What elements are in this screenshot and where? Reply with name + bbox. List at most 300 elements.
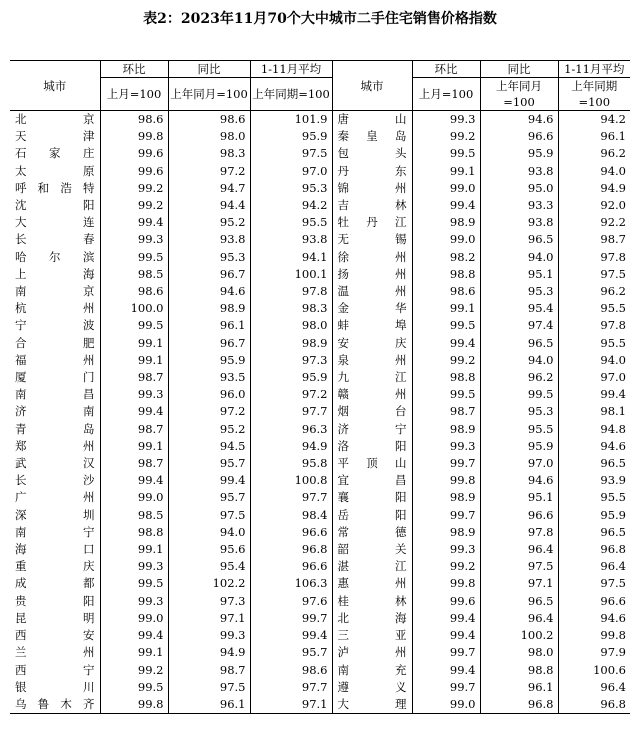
city-cell: 郑 州 bbox=[15, 438, 95, 453]
table-row bbox=[10, 352, 630, 369]
mom-cell: 98.6 bbox=[100, 283, 168, 300]
avg-cell: 96.4 bbox=[558, 558, 630, 575]
mom-cell: 98.6 bbox=[412, 283, 480, 300]
city-cell: 吉 林 bbox=[332, 197, 412, 214]
yoy-cell: 94.0 bbox=[480, 352, 558, 369]
avg-cell: 98.6 bbox=[250, 662, 332, 679]
mom-cell: 99.5 bbox=[100, 249, 168, 266]
avg-cell: 96.5 bbox=[558, 524, 630, 541]
city-cell: 金 华 bbox=[332, 300, 412, 317]
city-cell: 石家庄 bbox=[15, 146, 95, 161]
yoy-cell: 96.0 bbox=[168, 386, 250, 403]
avg-cell: 97.2 bbox=[250, 386, 332, 403]
mom-cell: 98.7 bbox=[100, 369, 168, 386]
yoy-cell: 97.2 bbox=[168, 403, 250, 420]
mom-cell: 99.4 bbox=[412, 610, 480, 627]
yoy-cell: 98.3 bbox=[168, 145, 250, 162]
city-cell: 南 京 bbox=[15, 284, 95, 299]
avg-cell: 97.5 bbox=[558, 575, 630, 592]
city-cell: 济 南 bbox=[15, 404, 95, 419]
mom-cell: 99.3 bbox=[100, 231, 168, 248]
city-cell: 太 原 bbox=[15, 163, 95, 178]
table-row bbox=[10, 249, 630, 266]
yoy-cell: 96.4 bbox=[480, 610, 558, 627]
avg-cell: 97.0 bbox=[250, 163, 332, 180]
mom-cell: 99.1 bbox=[412, 300, 480, 317]
yoy-cell: 95.7 bbox=[168, 489, 250, 506]
avg-cell: 95.9 bbox=[250, 128, 332, 145]
mom-cell: 99.5 bbox=[100, 679, 168, 696]
mom-cell: 99.6 bbox=[100, 145, 168, 162]
avg-cell: 96.2 bbox=[558, 283, 630, 300]
yoy-cell: 98.6 bbox=[168, 111, 250, 129]
yoy-cell: 95.1 bbox=[480, 489, 558, 506]
city-cell: 韶 关 bbox=[332, 541, 412, 558]
mom-cell: 99.4 bbox=[100, 627, 168, 644]
mom-cell: 98.7 bbox=[100, 455, 168, 472]
avg-cell: 97.7 bbox=[250, 489, 332, 506]
avg-cell: 97.0 bbox=[558, 369, 630, 386]
yoy-sub-header-right: 上年同月=100 bbox=[480, 78, 558, 111]
yoy-cell: 96.5 bbox=[480, 231, 558, 248]
mom-cell: 99.1 bbox=[100, 644, 168, 661]
yoy-cell: 97.1 bbox=[480, 575, 558, 592]
mom-cell: 98.9 bbox=[412, 421, 480, 438]
yoy-cell: 97.4 bbox=[480, 317, 558, 334]
yoy-cell: 98.0 bbox=[480, 644, 558, 661]
city-cell: 贵 阳 bbox=[15, 593, 95, 608]
yoy-cell: 94.0 bbox=[480, 249, 558, 266]
table-row bbox=[10, 335, 630, 352]
city-cell: 平顶山 bbox=[332, 455, 412, 472]
mom-cell: 98.8 bbox=[412, 266, 480, 283]
yoy-cell: 95.9 bbox=[480, 438, 558, 455]
yoy-cell: 95.1 bbox=[480, 266, 558, 283]
table-row bbox=[10, 111, 630, 129]
yoy-cell: 97.2 bbox=[168, 163, 250, 180]
city-cell: 常 德 bbox=[332, 524, 412, 541]
mom-cell: 99.4 bbox=[412, 197, 480, 214]
avg-cell: 99.7 bbox=[250, 610, 332, 627]
yoy-cell: 98.7 bbox=[168, 662, 250, 679]
avg-cell: 94.8 bbox=[558, 421, 630, 438]
city-cell: 扬 州 bbox=[332, 266, 412, 283]
mom-cell: 99.1 bbox=[100, 352, 168, 369]
mom-cell: 99.3 bbox=[412, 111, 480, 129]
avg-cell: 96.5 bbox=[558, 455, 630, 472]
table-row bbox=[10, 507, 630, 524]
city-cell: 福 州 bbox=[15, 352, 95, 367]
city-cell: 温 州 bbox=[332, 283, 412, 300]
yoy-cell: 97.3 bbox=[168, 593, 250, 610]
table-row bbox=[10, 696, 630, 714]
table-row bbox=[10, 575, 630, 592]
avg-cell: 96.8 bbox=[558, 541, 630, 558]
city-cell: 济 宁 bbox=[332, 421, 412, 438]
mom-cell: 99.5 bbox=[412, 145, 480, 162]
mom-cell: 99.0 bbox=[412, 696, 480, 714]
avg-cell: 100.8 bbox=[250, 472, 332, 489]
avg-cell: 96.6 bbox=[558, 593, 630, 610]
yoy-cell: 96.6 bbox=[480, 507, 558, 524]
table-row bbox=[10, 214, 630, 231]
mom-cell: 99.6 bbox=[412, 593, 480, 610]
yoy-cell: 95.6 bbox=[168, 541, 250, 558]
mom-cell: 99.2 bbox=[412, 128, 480, 145]
table-row bbox=[10, 283, 630, 300]
city-cell: 呼和浩特 bbox=[15, 180, 95, 195]
city-header-left: 城市 bbox=[10, 61, 100, 111]
city-cell: 长 春 bbox=[15, 232, 95, 247]
table-row bbox=[10, 593, 630, 610]
avg-cell: 97.7 bbox=[250, 679, 332, 696]
avg-sub-header-left: 上年同期=100 bbox=[250, 78, 332, 111]
city-cell: 湛 江 bbox=[332, 558, 412, 575]
mom-cell: 99.2 bbox=[412, 352, 480, 369]
city-cell: 丹 东 bbox=[332, 163, 412, 180]
avg-cell: 98.0 bbox=[250, 317, 332, 334]
yoy-cell: 93.3 bbox=[480, 197, 558, 214]
yoy-cell: 97.5 bbox=[168, 679, 250, 696]
city-cell: 无 锡 bbox=[332, 231, 412, 248]
city-cell: 银 川 bbox=[15, 679, 95, 694]
avg-cell: 95.5 bbox=[558, 489, 630, 506]
mom-cell: 99.1 bbox=[100, 541, 168, 558]
table-row bbox=[10, 128, 630, 145]
yoy-header-left: 同比 bbox=[168, 61, 250, 78]
city-cell: 桂 林 bbox=[332, 593, 412, 610]
mom-cell: 99.1 bbox=[100, 438, 168, 455]
yoy-cell: 98.0 bbox=[168, 128, 250, 145]
city-cell: 赣 州 bbox=[332, 386, 412, 403]
yoy-cell: 95.4 bbox=[168, 558, 250, 575]
table-row bbox=[10, 386, 630, 403]
city-cell: 兰 州 bbox=[15, 645, 95, 660]
city-cell: 广 州 bbox=[15, 490, 95, 505]
city-cell: 九 江 bbox=[332, 369, 412, 386]
avg-cell: 95.7 bbox=[250, 644, 332, 661]
city-cell: 北 海 bbox=[332, 610, 412, 627]
city-cell: 安 庆 bbox=[332, 335, 412, 352]
avg-cell: 98.7 bbox=[558, 231, 630, 248]
mom-cell: 99.2 bbox=[100, 197, 168, 214]
table-row bbox=[10, 610, 630, 627]
mom-cell: 99.8 bbox=[412, 575, 480, 592]
yoy-cell: 96.1 bbox=[168, 696, 250, 714]
city-cell: 锦 州 bbox=[332, 180, 412, 197]
city-cell: 北 京 bbox=[15, 112, 95, 126]
mom-cell: 99.0 bbox=[412, 180, 480, 197]
mom-cell: 99.8 bbox=[100, 696, 168, 714]
avg-cell: 98.3 bbox=[250, 300, 332, 317]
yoy-cell: 97.5 bbox=[168, 507, 250, 524]
city-cell: 包 头 bbox=[332, 145, 412, 162]
avg-cell: 94.9 bbox=[250, 438, 332, 455]
avg-cell: 94.2 bbox=[558, 111, 630, 129]
mom-cell: 98.7 bbox=[100, 421, 168, 438]
yoy-cell: 99.4 bbox=[168, 472, 250, 489]
yoy-cell: 96.5 bbox=[480, 335, 558, 352]
city-cell: 深 圳 bbox=[15, 507, 95, 522]
yoy-cell: 94.7 bbox=[168, 180, 250, 197]
mom-cell: 98.5 bbox=[100, 266, 168, 283]
yoy-cell: 95.4 bbox=[480, 300, 558, 317]
avg-cell: 95.5 bbox=[558, 335, 630, 352]
city-cell: 合 肥 bbox=[15, 335, 95, 350]
yoy-cell: 102.2 bbox=[168, 575, 250, 592]
yoy-cell: 100.2 bbox=[480, 627, 558, 644]
mom-header-right: 环比 bbox=[412, 61, 480, 78]
mom-cell: 98.6 bbox=[100, 111, 168, 129]
avg-cell: 95.9 bbox=[558, 507, 630, 524]
mom-cell: 99.6 bbox=[100, 163, 168, 180]
yoy-cell: 99.3 bbox=[168, 627, 250, 644]
mom-cell: 99.8 bbox=[100, 128, 168, 145]
mom-cell: 98.5 bbox=[100, 507, 168, 524]
avg-cell: 92.2 bbox=[558, 214, 630, 231]
avg-cell: 96.8 bbox=[558, 696, 630, 714]
city-cell: 秦皇岛 bbox=[332, 128, 412, 145]
mom-cell: 99.5 bbox=[100, 317, 168, 334]
mom-cell: 99.1 bbox=[412, 163, 480, 180]
avg-cell: 95.3 bbox=[250, 180, 332, 197]
price-index-table bbox=[10, 60, 630, 714]
table-body bbox=[10, 111, 630, 714]
avg-cell: 97.9 bbox=[558, 644, 630, 661]
mom-cell: 98.9 bbox=[412, 214, 480, 231]
mom-cell: 99.4 bbox=[412, 335, 480, 352]
avg-cell: 98.4 bbox=[250, 507, 332, 524]
city-cell: 大 理 bbox=[332, 696, 412, 714]
table-row bbox=[10, 524, 630, 541]
table-row bbox=[10, 455, 630, 472]
yoy-cell: 95.3 bbox=[168, 249, 250, 266]
avg-cell: 100.6 bbox=[558, 662, 630, 679]
avg-cell: 93.9 bbox=[558, 472, 630, 489]
avg-cell: 96.2 bbox=[558, 145, 630, 162]
avg-cell: 97.5 bbox=[558, 266, 630, 283]
yoy-cell: 97.1 bbox=[168, 610, 250, 627]
mom-cell: 99.2 bbox=[100, 662, 168, 679]
table-row bbox=[10, 472, 630, 489]
city-cell: 天 津 bbox=[15, 129, 95, 144]
yoy-cell: 95.2 bbox=[168, 421, 250, 438]
avg-cell: 97.8 bbox=[558, 249, 630, 266]
city-cell: 长 沙 bbox=[15, 473, 95, 488]
yoy-cell: 93.8 bbox=[480, 163, 558, 180]
city-cell: 青 岛 bbox=[15, 421, 95, 436]
header-row-2 bbox=[10, 78, 630, 111]
city-cell: 蚌 埠 bbox=[332, 317, 412, 334]
avg-cell: 92.0 bbox=[558, 197, 630, 214]
mom-cell: 99.3 bbox=[412, 541, 480, 558]
table-row bbox=[10, 541, 630, 558]
avg-cell: 99.8 bbox=[558, 627, 630, 644]
yoy-cell: 98.8 bbox=[480, 662, 558, 679]
city-cell: 厦 门 bbox=[15, 370, 95, 385]
avg-header-right: 1-11月平均 bbox=[558, 61, 630, 78]
city-cell: 惠 州 bbox=[332, 575, 412, 592]
table-row bbox=[10, 300, 630, 317]
yoy-cell: 93.8 bbox=[480, 214, 558, 231]
avg-cell: 97.5 bbox=[250, 145, 332, 162]
avg-cell: 94.9 bbox=[558, 180, 630, 197]
city-cell: 大 连 bbox=[15, 215, 95, 230]
yoy-cell: 96.8 bbox=[480, 696, 558, 714]
city-cell: 牡丹江 bbox=[332, 214, 412, 231]
mom-cell: 99.5 bbox=[412, 386, 480, 403]
yoy-cell: 97.0 bbox=[480, 455, 558, 472]
mom-cell: 99.0 bbox=[412, 231, 480, 248]
city-cell: 南 昌 bbox=[15, 387, 95, 402]
city-cell: 襄 阳 bbox=[332, 489, 412, 506]
yoy-cell: 96.7 bbox=[168, 335, 250, 352]
city-cell: 南 充 bbox=[332, 662, 412, 679]
yoy-cell: 97.8 bbox=[480, 524, 558, 541]
mom-cell: 99.4 bbox=[100, 472, 168, 489]
table-row bbox=[10, 197, 630, 214]
city-cell: 西 宁 bbox=[15, 662, 95, 677]
avg-cell: 97.6 bbox=[250, 593, 332, 610]
city-cell: 南 宁 bbox=[15, 524, 95, 539]
avg-cell: 95.5 bbox=[558, 300, 630, 317]
avg-cell: 97.3 bbox=[250, 352, 332, 369]
avg-cell: 97.7 bbox=[250, 403, 332, 420]
yoy-cell: 93.8 bbox=[168, 231, 250, 248]
yoy-header-right: 同比 bbox=[480, 61, 558, 78]
table-row bbox=[10, 421, 630, 438]
yoy-cell: 95.0 bbox=[480, 180, 558, 197]
avg-cell: 99.4 bbox=[250, 627, 332, 644]
yoy-cell: 96.1 bbox=[168, 317, 250, 334]
yoy-cell: 94.5 bbox=[168, 438, 250, 455]
city-cell: 上 海 bbox=[15, 266, 95, 281]
city-cell: 沈 阳 bbox=[15, 198, 95, 213]
table-title: 表2：2023年11月70个大中城市二手住宅销售价格指数 bbox=[143, 11, 497, 27]
yoy-cell: 94.6 bbox=[480, 472, 558, 489]
mom-cell: 99.4 bbox=[412, 662, 480, 679]
table-row bbox=[10, 266, 630, 283]
yoy-cell: 99.5 bbox=[480, 386, 558, 403]
city-cell: 昆 明 bbox=[15, 610, 95, 625]
mom-cell: 99.0 bbox=[100, 610, 168, 627]
avg-cell: 97.8 bbox=[558, 317, 630, 334]
table-row bbox=[10, 163, 630, 180]
table-row bbox=[10, 644, 630, 661]
table-row bbox=[10, 145, 630, 162]
avg-cell: 99.4 bbox=[558, 386, 630, 403]
avg-cell: 96.8 bbox=[250, 541, 332, 558]
mom-cell: 100.0 bbox=[100, 300, 168, 317]
mom-cell: 99.8 bbox=[412, 472, 480, 489]
table-row bbox=[10, 627, 630, 644]
avg-cell: 94.6 bbox=[558, 610, 630, 627]
yoy-cell: 97.5 bbox=[480, 558, 558, 575]
yoy-cell: 95.3 bbox=[480, 403, 558, 420]
avg-cell: 96.1 bbox=[558, 128, 630, 145]
table-row bbox=[10, 180, 630, 197]
yoy-cell: 94.9 bbox=[168, 644, 250, 661]
mom-cell: 98.9 bbox=[412, 489, 480, 506]
avg-cell: 96.6 bbox=[250, 524, 332, 541]
yoy-sub-header-left: 上年同月=100 bbox=[168, 78, 250, 111]
yoy-cell: 96.6 bbox=[480, 128, 558, 145]
avg-sub-header-right: 上年同期=100 bbox=[558, 78, 630, 111]
yoy-cell: 94.0 bbox=[168, 524, 250, 541]
city-cell: 哈尔滨 bbox=[15, 249, 95, 264]
avg-header-left: 1-11月平均 bbox=[250, 61, 332, 78]
avg-cell: 94.6 bbox=[558, 438, 630, 455]
avg-cell: 96.6 bbox=[250, 558, 332, 575]
yoy-cell: 95.3 bbox=[480, 283, 558, 300]
mom-cell: 99.7 bbox=[412, 644, 480, 661]
table-row bbox=[10, 438, 630, 455]
mom-cell: 99.0 bbox=[100, 489, 168, 506]
mom-header-left: 环比 bbox=[100, 61, 168, 78]
avg-cell: 101.9 bbox=[250, 111, 332, 129]
mom-cell: 98.2 bbox=[412, 249, 480, 266]
avg-cell: 96.4 bbox=[558, 679, 630, 696]
city-cell: 宁 波 bbox=[15, 318, 95, 333]
table-row bbox=[10, 662, 630, 679]
avg-cell: 94.2 bbox=[250, 197, 332, 214]
table-row bbox=[10, 369, 630, 386]
yoy-cell: 96.1 bbox=[480, 679, 558, 696]
table-row bbox=[10, 679, 630, 696]
avg-cell: 94.1 bbox=[250, 249, 332, 266]
yoy-cell: 96.2 bbox=[480, 369, 558, 386]
mom-cell: 99.7 bbox=[412, 679, 480, 696]
city-cell: 海 口 bbox=[15, 542, 95, 557]
mom-cell: 98.9 bbox=[412, 524, 480, 541]
mom-cell: 98.8 bbox=[412, 369, 480, 386]
avg-cell: 98.1 bbox=[558, 403, 630, 420]
yoy-cell: 94.4 bbox=[168, 197, 250, 214]
table-row bbox=[10, 558, 630, 575]
avg-cell: 93.8 bbox=[250, 231, 332, 248]
city-cell: 烟 台 bbox=[332, 403, 412, 420]
avg-cell: 95.8 bbox=[250, 455, 332, 472]
city-cell: 武 汉 bbox=[15, 456, 95, 471]
city-cell: 重 庆 bbox=[15, 559, 95, 574]
avg-cell: 95.5 bbox=[250, 214, 332, 231]
table-row bbox=[10, 403, 630, 420]
city-cell: 西 安 bbox=[15, 628, 95, 643]
avg-cell: 98.9 bbox=[250, 335, 332, 352]
yoy-cell: 94.6 bbox=[480, 111, 558, 129]
city-header-right: 城市 bbox=[332, 61, 412, 111]
mom-cell: 99.7 bbox=[412, 507, 480, 524]
header-row-1 bbox=[10, 61, 630, 78]
mom-cell: 99.3 bbox=[100, 558, 168, 575]
yoy-cell: 95.5 bbox=[480, 421, 558, 438]
yoy-cell: 95.9 bbox=[480, 145, 558, 162]
yoy-cell: 94.6 bbox=[168, 283, 250, 300]
mom-cell: 99.5 bbox=[412, 317, 480, 334]
yoy-cell: 95.7 bbox=[168, 455, 250, 472]
mom-cell: 99.4 bbox=[100, 214, 168, 231]
mom-cell: 99.2 bbox=[412, 558, 480, 575]
yoy-cell: 95.2 bbox=[168, 214, 250, 231]
mom-sub-header-right: 上月=100 bbox=[412, 78, 480, 111]
city-cell: 泉 州 bbox=[332, 352, 412, 369]
mom-cell: 99.5 bbox=[100, 575, 168, 592]
mom-cell: 98.7 bbox=[412, 403, 480, 420]
mom-cell: 99.3 bbox=[412, 438, 480, 455]
avg-cell: 100.1 bbox=[250, 266, 332, 283]
avg-cell: 94.0 bbox=[558, 352, 630, 369]
city-cell: 唐 山 bbox=[332, 111, 412, 129]
